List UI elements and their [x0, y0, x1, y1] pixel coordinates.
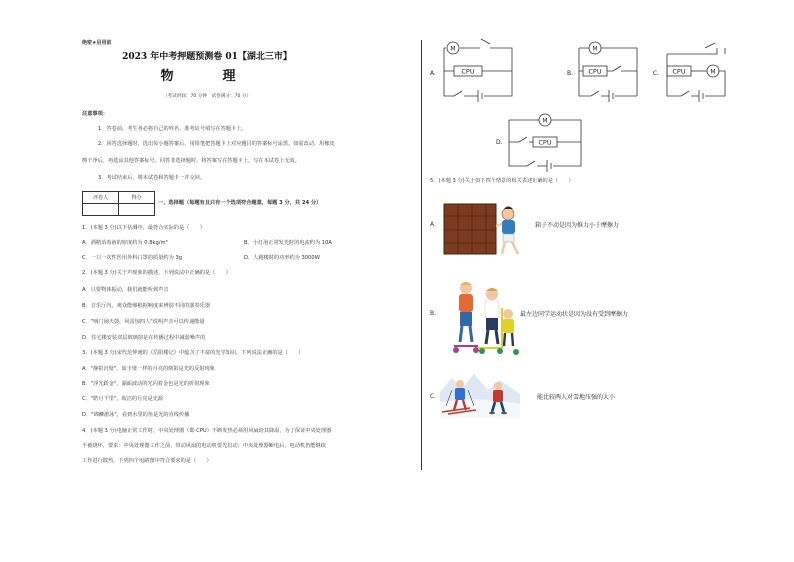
question-option: A．只要物体振动，我们就能听到声音	[82, 287, 169, 293]
score-table-cell[interactable]	[119, 204, 155, 216]
score-table-grader-header: 评卷人	[83, 192, 119, 204]
cpu-label: CPU	[588, 67, 602, 76]
motor-symbol: M	[710, 68, 716, 76]
option-text: 最左边同学运动状是因为没有受到摩擦力	[520, 311, 629, 318]
score-table-cell[interactable]	[83, 204, 119, 216]
question-option: C．"皓月千里"，皎洁的月亮是光源	[82, 396, 164, 402]
question-option: C．"响门闹天鼓，风雷惊四人"说明声音可以传递能量	[82, 319, 205, 325]
score-table	[82, 191, 155, 216]
question-stem: 1．(本题 3 分)以下估测中，最符合实际的是（ ）	[82, 225, 205, 231]
circuit-d-label: D.	[496, 139, 503, 146]
circuit-b-diagram	[575, 38, 647, 106]
question-option: D．人跑楼时的功率约为 3000W	[244, 255, 320, 261]
circuit-c-diagram	[663, 38, 733, 106]
question-stem: 5．(本题 3 分)关于如下四个情景的相关表述正确的是（ ）	[430, 178, 574, 184]
motor-symbol: M	[542, 117, 548, 125]
option-text: 能比较两人对雪地压强的大小	[537, 394, 616, 401]
question-option: A．酒精消毒液的密度约为 0.8kg/m³	[82, 240, 168, 246]
note-item: 3．考试结束后，将本试卷和答题卡一并交回。	[98, 175, 206, 181]
question-option: B．音乐厅内，观众能够根据响度来辨别不同的演奏乐器	[82, 303, 211, 309]
option-text: 箱子不动是因为推力小于摩擦力	[535, 222, 620, 229]
question-option: D．"锦鳞游泳"，看到水里的鱼是光的直线传播	[82, 412, 190, 418]
question-option: B．"浮光跃金"，湖面波动的光闪着金色是光的折射现象	[82, 381, 210, 387]
circuit-a-diagram	[440, 38, 520, 106]
motor-symbol: M	[450, 45, 456, 53]
option-label: B．	[430, 310, 441, 317]
question-stem: 4．(本题 3 分)电脑正常工作时，中央处理器（即 CPU）不断发热必须用风扇给其降温，为了保证中央处理器	[82, 428, 332, 434]
section-heading: 一、选择题（每题有且只有一个选项符合题意，每题 3 分，共 24 分）	[158, 200, 322, 206]
question-option: B．小灯泡正常发光时的电流约为 10A	[244, 240, 332, 246]
subject-title: 物 理	[160, 69, 254, 84]
snow-pressure-illustration	[440, 372, 520, 418]
note-item: 擦干净后，再选涂其他答案标号。回答非选择题时，将答案写在答题卡上。写在本试卷上无效。	[82, 158, 300, 164]
question-stem: 不被烧坏，要求：中央处理器工作之前，带动风扇的电动机要先启动；中央处理器断电后，电动机仍能继续	[82, 443, 326, 449]
secret-label: 绝密★启用前	[82, 40, 112, 46]
option-label: C．	[430, 393, 441, 400]
column-divider	[421, 40, 422, 470]
cpu-label: CPU	[672, 67, 686, 76]
score-table-score-header: 得分	[119, 192, 155, 204]
scooter-kids-illustration	[450, 278, 520, 358]
exam-info: （考试时间：70 分钟 试卷满分：70 分）	[162, 94, 252, 99]
question-option: A．"静影沉璧"，如玉璧一样的月亮的倒影是光的反射现象	[82, 366, 215, 372]
cpu-label: CPU	[538, 138, 552, 147]
circuit-d-diagram	[505, 108, 585, 174]
question-option: D．住宅楼安装双层玻璃窗是在传播过程中减弱噪声的	[82, 335, 206, 341]
box-pushing-illustration	[440, 196, 530, 258]
exam-title: 2023 年中考押题预测卷 01【湖北三市】	[122, 52, 292, 62]
question-stem: 工作进行散热，下列四个电路图中符合要求的是（ ）	[82, 458, 212, 464]
cpu-label: CPU	[461, 67, 475, 76]
option-label: A．	[430, 221, 441, 228]
note-item: 1．答卷前，考生务必将自己的姓名、准考证号填写在答题卡上。	[98, 126, 247, 132]
circuit-c-label: C.	[653, 70, 660, 77]
question-stem: 2．(本题 3 分)关于声现象的描述，下列说法中正确的是（ ）	[82, 270, 231, 276]
question-stem: 3．(本题 3 分)宋代范仲淹的《岳阳楼记》中蕴含了丰富的光学知识，下列说法正确的是（ ）	[82, 350, 304, 356]
note-item: 2．回答选择题时，选出每小题答案后，用铅笔把答题卡上对应题目的答案标号涂黑。如需改动，用橡皮	[98, 141, 335, 147]
notes-heading: 注意事项：	[82, 111, 108, 117]
circuit-b-label: B.	[567, 70, 574, 77]
circuit-a-label: A.	[430, 70, 436, 77]
question-option: C．一只一次性医用外科口罩的质量约为 3g	[82, 255, 183, 261]
motor-symbol: M	[592, 45, 598, 53]
